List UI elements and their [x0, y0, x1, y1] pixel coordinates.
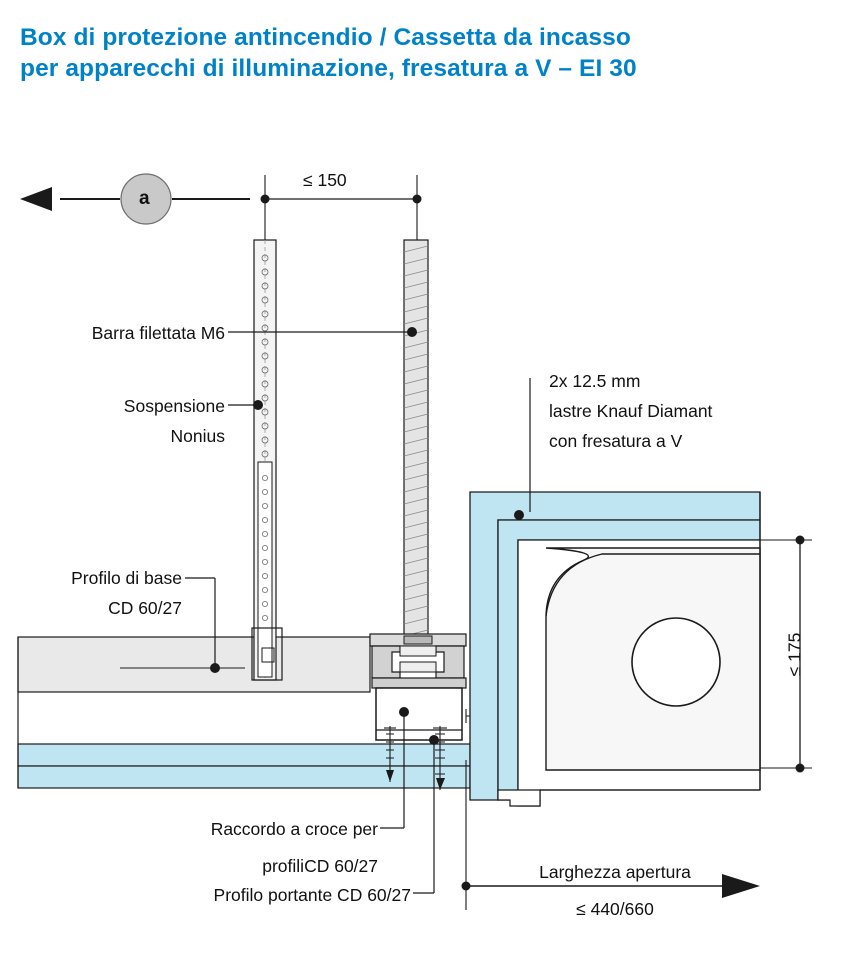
label-suspension-line-2: Nonius: [170, 426, 225, 446]
right-dimension-value: ≤ 175: [784, 632, 805, 677]
label-opening-width: Larghezza apertura: [539, 862, 691, 882]
label-base-profile-line-2: CD 60/27: [108, 598, 182, 618]
label-cross-connector-line-1: Raccordo a croce per: [210, 819, 378, 839]
label-boards-line-1: 2x 12.5 mm: [549, 371, 641, 391]
top-dimension-group: [20, 174, 422, 250]
label-cross-connector-line-2: profiliCD 60/27: [262, 856, 378, 876]
label-base-profile-line-1: Profilo di base: [71, 568, 182, 588]
nonius-suspension: [252, 240, 282, 680]
cross-connector-assembly: [370, 634, 466, 740]
base-profile-band: [18, 637, 370, 692]
fire-protection-box: [470, 492, 760, 806]
label-opening-value: ≤ 440/660: [576, 899, 654, 919]
label-bearing-profile: Profilo portante CD 60/27: [213, 885, 411, 905]
label-boards-line-3: con fresatura a V: [549, 431, 683, 451]
page-title-line-2: per apparecchi di illuminazione, fresatura a V – EI 30: [20, 55, 637, 82]
left-board-layers: [18, 744, 470, 788]
page-title-line-1: Box di protezione antincendio / Cassetta da incasso: [20, 24, 631, 51]
detail-marker-letter: a: [139, 188, 150, 209]
label-boards-line-2: lastre Knauf Diamant: [549, 401, 713, 421]
label-suspension-line-1: Sospensione: [123, 396, 225, 416]
threaded-rod: [404, 240, 428, 640]
label-threaded-rod: Barra filettata M6: [91, 323, 225, 343]
top-dimension-value: ≤ 150: [303, 170, 347, 190]
